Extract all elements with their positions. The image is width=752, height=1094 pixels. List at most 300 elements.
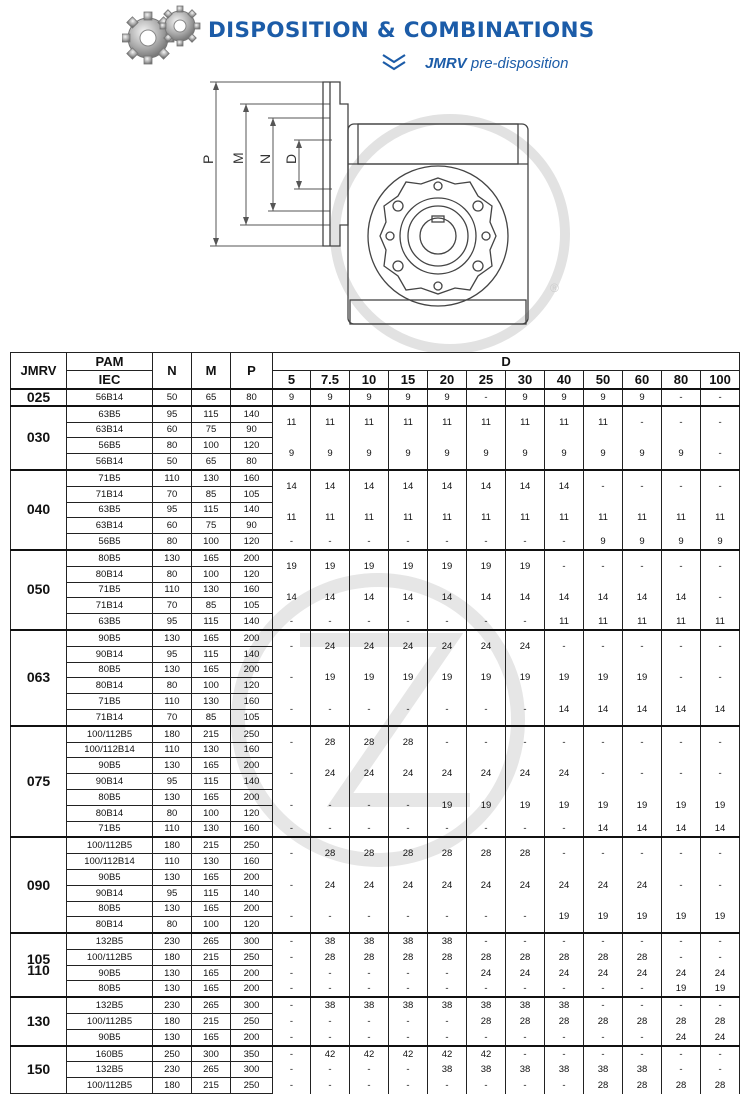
d-cell: - [506, 726, 545, 758]
p-cell: 160 [231, 470, 273, 486]
n-cell: 130 [153, 869, 192, 885]
p-cell: 200 [231, 981, 273, 997]
d-cell: 19 [467, 550, 506, 582]
p-cell: 200 [231, 662, 273, 678]
p-cell: 160 [231, 821, 273, 837]
iec-cell: 80B14 [67, 566, 153, 582]
d-cell: 42 [428, 1046, 467, 1062]
d-cell: 9 [584, 438, 623, 470]
d-cell: 28 [389, 837, 428, 869]
n-cell: 180 [153, 949, 192, 965]
d-cell: 11 [273, 502, 311, 534]
iec-cell: 132B5 [67, 933, 153, 949]
d-cell: - [662, 997, 701, 1013]
d-cell: 19 [428, 662, 467, 694]
d-cell: 19 [701, 981, 740, 997]
d-cell: - [506, 534, 545, 550]
model-code: 025 [11, 389, 67, 406]
d-cell: - [623, 758, 662, 790]
d-cell: - [273, 1029, 311, 1045]
d-cell: 9 [389, 389, 428, 406]
table-row [11, 550, 740, 566]
iec-cell: 90B14 [67, 646, 153, 662]
n-cell: 130 [153, 550, 192, 566]
d-cell: - [506, 694, 545, 726]
d-cell: 14 [545, 582, 584, 614]
d-cell: 38 [389, 933, 428, 949]
ratio-header: 25 [467, 371, 506, 390]
d-cell: - [428, 821, 467, 837]
n-cell: 80 [153, 678, 192, 694]
d-cell: - [701, 949, 740, 965]
d-cell: 28 [350, 949, 389, 965]
iec-cell: 80B14 [67, 917, 153, 933]
table-row [11, 1014, 740, 1030]
d-cell: 28 [428, 837, 467, 869]
d-cell: 9 [467, 438, 506, 470]
d-cell: 28 [584, 1014, 623, 1030]
m-cell: 100 [192, 805, 231, 821]
d-cell: - [545, 630, 584, 662]
n-cell: 70 [153, 598, 192, 614]
n-cell: 110 [153, 854, 192, 870]
d-cell: - [389, 614, 428, 630]
d-cell: - [701, 726, 740, 758]
d-cell: - [701, 438, 740, 470]
m-cell: 165 [192, 550, 231, 566]
table-row [11, 389, 740, 406]
table-row [11, 694, 740, 710]
d-cell: 19 [623, 901, 662, 933]
d-cell: - [701, 662, 740, 694]
ratio-header: 5 [273, 371, 311, 390]
table-row [11, 837, 740, 853]
n-cell: 70 [153, 709, 192, 725]
m-cell: 115 [192, 614, 231, 630]
d-cell: 11 [545, 614, 584, 630]
d-cell: - [428, 1014, 467, 1030]
d-cell: - [273, 789, 311, 821]
d-cell: 38 [428, 997, 467, 1013]
d-cell: 28 [311, 726, 350, 758]
m-cell: 85 [192, 709, 231, 725]
ratio-header: 15 [389, 371, 428, 390]
d-cell: 24 [506, 758, 545, 790]
p-cell: 105 [231, 598, 273, 614]
header-d: D [273, 353, 740, 371]
d-cell: 11 [662, 502, 701, 534]
d-cell: - [428, 694, 467, 726]
d-cell: - [273, 901, 311, 933]
d-cell: 24 [428, 630, 467, 662]
d-cell: - [623, 981, 662, 997]
d-cell: - [350, 821, 389, 837]
n-cell: 180 [153, 1014, 192, 1030]
d-cell: 28 [701, 1014, 740, 1030]
d-cell: - [623, 470, 662, 502]
m-cell: 115 [192, 885, 231, 901]
d-cell: 14 [545, 694, 584, 726]
d-cell: - [662, 389, 701, 406]
d-cell: 9 [623, 534, 662, 550]
d-cell: 14 [506, 582, 545, 614]
combinations-table [10, 352, 740, 1094]
d-cell: - [623, 630, 662, 662]
d-cell: - [428, 965, 467, 981]
d-cell: 38 [623, 1062, 662, 1078]
d-cell: 38 [506, 997, 545, 1013]
iec-cell: 100/112B5 [67, 837, 153, 853]
d-cell: 14 [662, 582, 701, 614]
d-cell: 24 [428, 869, 467, 901]
d-cell: 14 [467, 582, 506, 614]
iec-cell: 71B14 [67, 598, 153, 614]
d-cell: 14 [389, 582, 428, 614]
d-cell: - [701, 1062, 740, 1078]
header-pam: PAM [67, 353, 153, 371]
d-cell: - [311, 1062, 350, 1078]
d-cell: 24 [350, 869, 389, 901]
table-row [11, 789, 740, 805]
n-cell: 95 [153, 406, 192, 422]
n-cell: 130 [153, 789, 192, 805]
gears-icon [122, 2, 204, 70]
d-cell: 28 [467, 1014, 506, 1030]
n-cell: 80 [153, 566, 192, 582]
n-cell: 130 [153, 981, 192, 997]
m-cell: 165 [192, 981, 231, 997]
n-cell: 110 [153, 742, 192, 758]
m-cell: 165 [192, 901, 231, 917]
m-cell: 115 [192, 774, 231, 790]
d-cell: 38 [311, 933, 350, 949]
p-cell: 105 [231, 709, 273, 725]
d-cell: - [311, 694, 350, 726]
iec-cell: 100/112B14 [67, 742, 153, 758]
n-cell: 110 [153, 694, 192, 710]
d-cell: - [467, 694, 506, 726]
iec-cell: 56B14 [67, 454, 153, 470]
iec-cell: 56B14 [67, 389, 153, 406]
p-cell: 160 [231, 694, 273, 710]
m-cell: 265 [192, 1062, 231, 1078]
n-cell: 130 [153, 1029, 192, 1045]
d-cell: 9 [662, 438, 701, 470]
iec-cell: 80B5 [67, 550, 153, 566]
m-cell: 215 [192, 1078, 231, 1094]
d-cell: - [545, 1046, 584, 1062]
d-cell: 19 [584, 901, 623, 933]
d-cell: 11 [506, 502, 545, 534]
d-cell: 42 [467, 1046, 506, 1062]
d-cell: 24 [506, 869, 545, 901]
n-cell: 70 [153, 486, 192, 502]
p-cell: 250 [231, 726, 273, 742]
d-cell: 24 [662, 965, 701, 981]
d-cell: 19 [662, 901, 701, 933]
d-cell: - [467, 1078, 506, 1094]
d-cell: - [311, 901, 350, 933]
m-cell: 215 [192, 837, 231, 853]
d-cell: 38 [584, 1062, 623, 1078]
d-cell: 24 [662, 1029, 701, 1045]
d-cell: - [701, 758, 740, 790]
d-cell: 11 [584, 406, 623, 438]
m-cell: 130 [192, 582, 231, 598]
iec-cell: 100/112B5 [67, 1078, 153, 1094]
d-cell: - [389, 901, 428, 933]
d-cell: 11 [273, 406, 311, 438]
d-cell: - [662, 662, 701, 694]
d-cell: 14 [428, 582, 467, 614]
d-cell: 28 [584, 949, 623, 965]
d-cell: 19 [350, 662, 389, 694]
d-cell: 11 [545, 406, 584, 438]
n-cell: 80 [153, 438, 192, 454]
p-cell: 140 [231, 774, 273, 790]
d-cell: 14 [662, 694, 701, 726]
d-cell: - [311, 821, 350, 837]
d-cell: - [701, 837, 740, 869]
d-cell: - [701, 869, 740, 901]
d-cell: 24 [311, 630, 350, 662]
m-cell: 100 [192, 917, 231, 933]
d-cell: - [467, 821, 506, 837]
d-cell: 24 [623, 869, 662, 901]
d-cell: - [662, 550, 701, 582]
d-cell: 42 [311, 1046, 350, 1062]
d-cell: 19 [545, 789, 584, 821]
m-cell: 215 [192, 726, 231, 742]
d-cell: 28 [545, 1014, 584, 1030]
d-cell: 19 [623, 662, 662, 694]
d-cell: - [311, 1078, 350, 1094]
d-cell: 19 [623, 789, 662, 821]
model-code: 050 [11, 550, 67, 630]
d-cell: 24 [506, 630, 545, 662]
d-cell: - [545, 550, 584, 582]
d-cell: - [428, 614, 467, 630]
d-cell: 14 [584, 821, 623, 837]
d-cell: 9 [350, 389, 389, 406]
d-cell: - [701, 933, 740, 949]
d-cell: - [701, 550, 740, 582]
p-cell: 90 [231, 518, 273, 534]
table-row [11, 821, 740, 837]
d-cell: 9 [428, 389, 467, 406]
gearbox-drawing [0, 76, 752, 352]
d-cell: 9 [506, 389, 545, 406]
d-cell: - [428, 901, 467, 933]
d-cell: - [350, 901, 389, 933]
d-cell: 38 [467, 1062, 506, 1078]
p-cell: 300 [231, 933, 273, 949]
d-cell: 11 [311, 502, 350, 534]
d-cell: 38 [545, 1062, 584, 1078]
d-cell: 14 [701, 694, 740, 726]
d-cell: - [350, 1062, 389, 1078]
table-row [11, 981, 740, 997]
ratio-header: 50 [584, 371, 623, 390]
table-row [11, 630, 740, 646]
m-cell: 100 [192, 534, 231, 550]
d-cell: 42 [389, 1046, 428, 1062]
d-cell: - [545, 933, 584, 949]
iec-cell: 71B5 [67, 821, 153, 837]
d-cell: - [701, 630, 740, 662]
p-cell: 140 [231, 614, 273, 630]
d-cell: - [273, 997, 311, 1013]
d-cell: 24 [545, 965, 584, 981]
d-cell: - [506, 981, 545, 997]
iec-cell: 63B5 [67, 406, 153, 422]
p-cell: 300 [231, 1062, 273, 1078]
m-cell: 300 [192, 1046, 231, 1062]
d-cell: 24 [584, 965, 623, 981]
d-cell: - [662, 470, 701, 502]
m-cell: 85 [192, 598, 231, 614]
dimension-p: P [200, 154, 216, 164]
d-cell: - [389, 1062, 428, 1078]
p-cell: 200 [231, 789, 273, 805]
p-cell: 140 [231, 502, 273, 518]
d-cell: 19 [701, 901, 740, 933]
d-cell: 24 [701, 1029, 740, 1045]
p-cell: 80 [231, 454, 273, 470]
p-cell: 80 [231, 389, 273, 406]
d-cell: 14 [311, 470, 350, 502]
d-cell: - [273, 1046, 311, 1062]
d-cell: - [273, 1014, 311, 1030]
d-cell: - [273, 869, 311, 901]
d-cell: - [311, 1014, 350, 1030]
d-cell: 28 [662, 1014, 701, 1030]
m-cell: 130 [192, 821, 231, 837]
m-cell: 165 [192, 869, 231, 885]
d-cell: 14 [428, 470, 467, 502]
d-cell: 9 [584, 389, 623, 406]
d-cell: 24 [467, 758, 506, 790]
d-cell: 19 [311, 550, 350, 582]
d-cell: 11 [623, 502, 662, 534]
d-cell: 14 [662, 821, 701, 837]
dimension-d: D [283, 153, 299, 164]
d-cell: 11 [350, 502, 389, 534]
m-cell: 130 [192, 854, 231, 870]
table-row [11, 406, 740, 422]
d-cell: - [389, 1029, 428, 1045]
n-cell: 50 [153, 454, 192, 470]
p-cell: 140 [231, 406, 273, 422]
d-cell: - [506, 614, 545, 630]
m-cell: 130 [192, 470, 231, 486]
d-cell: - [428, 1029, 467, 1045]
n-cell: 60 [153, 422, 192, 438]
model-code: 130 [11, 997, 67, 1045]
n-cell: 80 [153, 805, 192, 821]
n-cell: 95 [153, 614, 192, 630]
d-cell: - [350, 694, 389, 726]
d-cell: 42 [350, 1046, 389, 1062]
d-cell: 11 [584, 614, 623, 630]
d-cell: 11 [701, 502, 740, 534]
d-cell: - [389, 694, 428, 726]
p-cell: 200 [231, 630, 273, 646]
p-cell: 200 [231, 965, 273, 981]
d-cell: 11 [545, 502, 584, 534]
d-cell: 9 [350, 438, 389, 470]
m-cell: 130 [192, 742, 231, 758]
d-cell: - [467, 933, 506, 949]
n-cell: 80 [153, 917, 192, 933]
d-cell: - [311, 965, 350, 981]
iec-cell: 63B5 [67, 502, 153, 518]
d-cell: - [273, 1062, 311, 1078]
d-cell: 14 [350, 582, 389, 614]
d-cell: 28 [701, 1078, 740, 1094]
iec-cell: 100/112B5 [67, 1014, 153, 1030]
d-cell: 14 [506, 470, 545, 502]
d-cell: 19 [428, 550, 467, 582]
d-cell: 19 [506, 550, 545, 582]
d-cell: 24 [584, 869, 623, 901]
d-cell: 19 [389, 550, 428, 582]
d-cell: - [273, 758, 311, 790]
n-cell: 130 [153, 758, 192, 774]
n-cell: 95 [153, 774, 192, 790]
d-cell: - [506, 1029, 545, 1045]
m-cell: 215 [192, 1014, 231, 1030]
m-cell: 165 [192, 789, 231, 805]
d-cell: - [273, 726, 311, 758]
iec-cell: 71B5 [67, 582, 153, 598]
d-cell: - [389, 534, 428, 550]
d-cell: - [389, 789, 428, 821]
d-cell: - [428, 726, 467, 758]
d-cell: 19 [662, 981, 701, 997]
d-cell: - [311, 789, 350, 821]
header-model: JMRV [11, 353, 67, 390]
d-cell: - [506, 933, 545, 949]
d-cell: 9 [311, 389, 350, 406]
d-cell: 11 [623, 614, 662, 630]
d-cell: 28 [467, 949, 506, 965]
d-cell: - [662, 758, 701, 790]
iec-cell: 63B5 [67, 614, 153, 630]
d-cell: - [584, 1046, 623, 1062]
d-cell: - [623, 726, 662, 758]
d-cell: - [545, 534, 584, 550]
d-cell: 11 [350, 406, 389, 438]
d-cell: - [545, 1078, 584, 1094]
d-cell: 14 [623, 694, 662, 726]
d-cell: - [701, 470, 740, 502]
d-cell: 19 [467, 789, 506, 821]
m-cell: 75 [192, 518, 231, 534]
d-cell: - [428, 981, 467, 997]
n-cell: 130 [153, 901, 192, 917]
iec-cell: 100/112B5 [67, 949, 153, 965]
d-cell: 11 [428, 406, 467, 438]
d-cell: 14 [623, 582, 662, 614]
table-row [11, 965, 740, 981]
d-cell: - [584, 758, 623, 790]
d-cell: - [701, 1046, 740, 1062]
d-cell: - [350, 1078, 389, 1094]
m-cell: 115 [192, 406, 231, 422]
d-cell: 19 [545, 662, 584, 694]
d-cell: 14 [545, 470, 584, 502]
